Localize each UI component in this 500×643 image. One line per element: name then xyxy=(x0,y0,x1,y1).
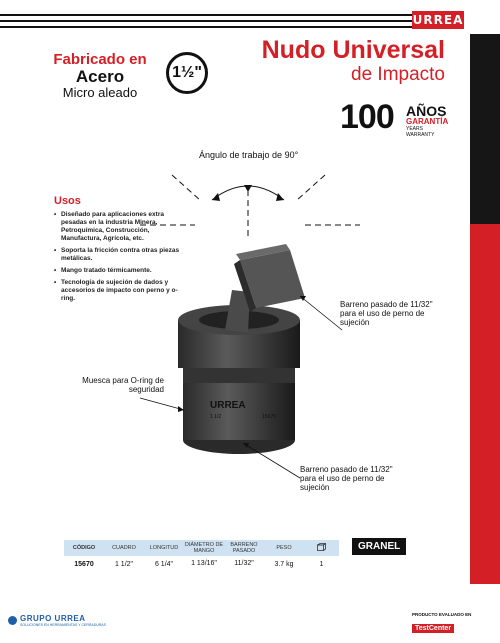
callout-barreno-bottom: Barreno pasado de 11/32" para el uso de perno de sujeción xyxy=(300,465,393,492)
cell-barreno: 11/32" xyxy=(234,560,254,567)
cell-cuadro: 1 1/2" xyxy=(114,560,134,568)
warranty-years: AÑOS xyxy=(406,103,447,119)
granel-badge: GRANEL xyxy=(352,538,406,555)
header-barreno: BARRENO PASADO xyxy=(230,542,258,554)
size-badge: 1½" xyxy=(166,52,208,94)
table-row xyxy=(64,556,339,572)
test-center-badge xyxy=(412,612,476,635)
cell-diametro: 1 13/16" xyxy=(191,560,217,567)
warranty-guarantee: GARANTÍA xyxy=(406,117,449,126)
usos-list xyxy=(54,211,184,303)
table-header xyxy=(64,540,339,556)
group-name: GRUPO URREA xyxy=(20,614,86,623)
brand-logo: URREA xyxy=(412,13,464,27)
product-engraving-code: 15670 xyxy=(262,414,276,420)
usos-item: • Tecnología de sujeción de dados y accesorios de impacto con perno y o-ring. xyxy=(54,279,184,303)
material-name: Acero xyxy=(75,67,125,86)
tested-label: PRODUCTO EVALUADO EN xyxy=(412,612,472,617)
header-longitud: LONGITUD xyxy=(149,545,179,551)
usos-item: • Soporta la fricción contra otras piezas metálicas. xyxy=(54,247,184,263)
usos-section xyxy=(54,195,184,307)
box-icon xyxy=(304,543,339,553)
warranty-english: YEARS WARRANTY xyxy=(406,126,435,138)
header-codigo: CÓDIGO xyxy=(72,545,96,551)
cell-peso: 3.7 kg xyxy=(274,560,294,568)
title-line1: Nudo Universal xyxy=(261,36,445,64)
material-type: Micro aleado xyxy=(62,85,138,100)
usos-item: • Mango tratado térmicamente. xyxy=(54,267,184,275)
product-engraving-size: 1 1/2 xyxy=(210,414,222,420)
callout-muesca: Muesca para O-ring de seguridad xyxy=(82,376,164,394)
cell-qty: 1 xyxy=(319,560,324,568)
warranty-number: 100 xyxy=(340,98,394,136)
angle-label: Ángulo de trabajo de 90° xyxy=(199,150,299,160)
tested-brand: TestCenter xyxy=(412,624,454,633)
made-in-label: Fabricado en xyxy=(53,51,147,68)
usos-item: • Diseñado para aplicaciones extra pesadas en la industria Minera, Petroquímica, Construcción, Manufactura, Agrícola, etc. xyxy=(54,211,184,243)
header-cuadro: CUADRO xyxy=(112,545,136,551)
group-tagline: SOLUCIONES EN HERRAMIENTAS Y CERRADURAS xyxy=(20,623,106,627)
product-engraving-brand: URREA xyxy=(210,400,246,411)
cell-codigo: 15670 xyxy=(74,560,94,568)
globe-icon xyxy=(8,616,17,625)
usos-title: Usos xyxy=(54,195,81,207)
title-line2: de Impacto xyxy=(351,64,445,85)
header-peso: PESO xyxy=(276,545,292,551)
cell-longitud: 6 1/4" xyxy=(154,560,174,568)
spec-table xyxy=(64,540,339,572)
grupo-urrea-logo xyxy=(20,614,106,627)
callout-barreno-top: Barreno pasado de 11/32" para el uso de perno de sujeción xyxy=(340,300,433,327)
header-diametro: DIÁMETRO DE MANGO xyxy=(184,542,224,554)
